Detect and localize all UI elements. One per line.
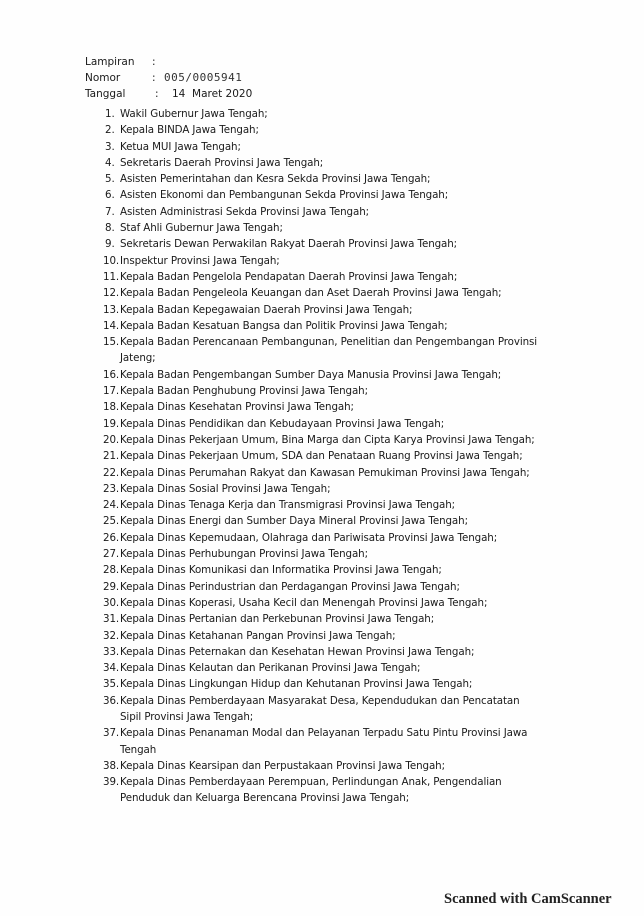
item-number: 8. [105,222,115,235]
list-item [103,644,543,660]
item-text: Kepala Dinas Pekerjaan Umum, SDA dan Penataan Ruang Provinsi Jawa Tengah; [120,450,523,463]
item-number: 13. [103,303,120,316]
list-item [103,676,543,692]
list-item [103,106,543,122]
item-text: Kepala Dinas Koperasi, Usaha Kecil dan Menengah Provinsi Jawa Tengah; [120,596,488,609]
list-item [103,579,543,595]
list-item [103,285,543,301]
item-number: 26. [103,531,120,544]
list-item [103,774,543,807]
item-text: Asisten Administrasi Sekda Provinsi Jawa Tengah; [120,205,369,218]
item-number: 3. [105,140,115,153]
list-item [103,416,543,432]
item-text: Kepala Badan Perencanaan Pembangunan, Penelitian dan Pengembangan Provinsi Jateng; [120,336,538,365]
list-item [103,448,543,464]
item-number: 35. [103,678,120,691]
list-item [103,187,543,203]
list-item [103,628,543,644]
tanggal-row [85,86,252,102]
item-number: 39. [103,776,120,789]
item-text: Kepala Dinas Tenaga Kerja dan Transmigrasi Provinsi Jawa Tengah; [120,499,456,512]
item-text: Kepala Dinas Kesehatan Provinsi Jawa Tengah; [120,401,354,414]
item-text: Kepala Dinas Perindustrian dan Perdagangan Provinsi Jawa Tengah; [120,580,460,593]
item-number: 10. [103,254,120,267]
item-number: 22. [103,466,120,479]
item-text: Kepala Dinas Ketahanan Pangan Provinsi Jawa Tengah; [120,629,396,642]
item-number: 9. [105,238,115,251]
list-item [103,253,543,269]
item-text: Kepala Dinas Lingkungan Hidup dan Kehutanan Provinsi Jawa Tengah; [120,678,473,691]
item-text: Kepala Dinas Pemberdayaan Perempuan, Perlindungan Anak, Pengendalian Penduduk dan Keluarga Berencana Provinsi Jawa Tengah; [120,776,502,805]
item-number: 1. [105,108,115,120]
item-text: Asisten Ekonomi dan Pembangunan Sekda Provinsi Jawa Tengah; [120,189,449,202]
item-text: Kepala BINDA Jawa Tengah; [120,124,259,137]
list-item [103,481,543,497]
list-item [103,562,543,578]
item-text: Staf Ahli Gubernur Jawa Tengah; [120,222,283,235]
item-number: 18. [103,401,120,414]
item-text: Kepala Dinas Pendidikan dan Kebudayaan Provinsi Jawa Tengah; [120,417,445,430]
list-item [103,302,543,318]
item-text: Kepala Dinas Perumahan Rakyat dan Kawasan Pemukiman Provinsi Jawa Tengah; [120,466,530,479]
list-item [103,611,543,627]
item-text: Kepala Dinas Pekerjaan Umum, Bina Marga dan Cipta Karya Provinsi Jawa Tengah; [120,433,535,446]
list-item [103,546,543,562]
list-item [103,204,543,220]
nomor-colon: : [152,72,156,84]
tanggal-label: Tanggal [85,88,126,100]
lampiran-label: Lampiran [85,56,135,68]
item-text: Sekretaris Daerah Provinsi Jawa Tengah; [120,156,324,169]
recipient-list [103,106,543,807]
item-number: 12. [103,287,120,300]
list-item [103,139,543,155]
list-item [103,465,543,481]
list-item [103,383,543,399]
nomor-value: 005/0005941 [164,71,243,84]
nomor-label: Nomor [85,72,121,84]
list-item [103,660,543,676]
item-number: 29. [103,580,120,593]
lampiran-row [85,54,252,70]
item-text: Wakil Gubernur Jawa Tengah; [120,108,268,120]
list-item [103,269,543,285]
item-number: 34. [103,662,120,675]
item-text: Kepala Dinas Peternakan dan Kesehatan Hewan Provinsi Jawa Tengah; [120,645,475,658]
list-item [103,367,543,383]
list-item [103,758,543,774]
list-item [103,497,543,513]
item-text: Kepala Dinas Energi dan Sumber Daya Mineral Provinsi Jawa Tengah; [120,515,468,528]
tanggal-value: 14 Maret 2020 [172,88,253,100]
item-text: Kepala Dinas Pertanian dan Perkebunan Provinsi Jawa Tengah; [120,613,435,626]
list-item [103,236,543,252]
item-number: 2. [105,124,115,137]
item-number: 32. [103,629,120,642]
item-number: 36. [103,694,120,707]
item-number: 6. [105,189,115,202]
list-item [103,220,543,236]
item-number: 16. [103,368,120,381]
list-item [103,122,543,138]
lampiran-colon: : [152,56,156,68]
item-text: Sekretaris Dewan Perwakilan Rakyat Daerah Provinsi Jawa Tengah; [120,238,458,251]
item-number: 31. [103,613,120,626]
item-number: 21. [103,450,120,463]
item-text: Kepala Badan Pengeleola Keuangan dan Aset Daerah Provinsi Jawa Tengah; [120,287,502,300]
item-number: 33. [103,645,120,658]
item-number: 30. [103,596,120,609]
item-text: Kepala Dinas Perhubungan Provinsi Jawa Tengah; [120,548,368,561]
item-text: Kepala Badan Kesatuan Bangsa dan Politik Provinsi Jawa Tengah; [120,319,448,332]
letter-header [85,54,252,102]
item-text: Asisten Pemerintahan dan Kesra Sekda Provinsi Jawa Tengah; [120,173,431,186]
tanggal-colon: : [155,88,159,100]
item-text: Kepala Dinas Kearsipan dan Perpustakaan Provinsi Jawa Tengah; [120,759,445,772]
list-item [103,432,543,448]
item-number: 17. [103,385,120,398]
item-text: Kepala Dinas Kepemudaan, Olahraga dan Pariwisata Provinsi Jawa Tengah; [120,531,498,544]
list-item [103,155,543,171]
item-text: Kepala Dinas Komunikasi dan Informatika Provinsi Jawa Tengah; [120,564,442,577]
list-item [103,399,543,415]
camscanner-watermark: Scanned with CamScanner [444,891,612,907]
item-number: 28. [103,564,120,577]
item-text: Kepala Dinas Penanaman Modal dan Pelayanan Terpadu Satu Pintu Provinsi Jawa Tengah [120,727,528,756]
item-number: 23. [103,482,120,495]
item-number: 14. [103,319,120,332]
item-number: 7. [105,205,115,218]
item-text: Kepala Badan Penghubung Provinsi Jawa Tengah; [120,385,368,398]
item-text: Kepala Dinas Kelautan dan Perikanan Provinsi Jawa Tengah; [120,662,421,675]
item-number: 15. [103,336,120,349]
item-text: Kepala Dinas Pemberdayaan Masyarakat Desa, Kependudukan dan Pencatatan Sipil Provinsi Jawa Tengah; [120,694,520,723]
item-text: Kepala Dinas Sosial Provinsi Jawa Tengah; [120,482,331,495]
item-number: 19. [103,417,120,430]
item-text: Ketua MUI Jawa Tengah; [120,140,241,153]
item-text: Inspektur Provinsi Jawa Tengah; [120,254,280,267]
item-text: Kepala Badan Kepegawaian Daerah Provinsi Jawa Tengah; [120,303,413,316]
item-number: 38. [103,759,120,772]
list-item [103,334,543,367]
item-text: Kepala Badan Pengembangan Sumber Daya Manusia Provinsi Jawa Tengah; [120,368,502,381]
item-number: 37. [103,727,120,740]
list-item [103,513,543,529]
item-number: 20. [103,433,120,446]
nomor-row [85,70,252,86]
item-text: Kepala Badan Pengelola Pendapatan Daerah Provinsi Jawa Tengah; [120,270,458,283]
item-number: 5. [105,173,115,186]
list-item [103,595,543,611]
item-number: 11. [103,270,120,283]
item-number: 27. [103,548,120,561]
item-number: 24. [103,499,120,512]
list-item [103,318,543,334]
list-item [103,171,543,187]
list-item [103,530,543,546]
list-item [103,725,543,758]
item-number: 25. [103,515,120,528]
item-number: 4. [105,156,115,169]
list-item [103,693,543,726]
